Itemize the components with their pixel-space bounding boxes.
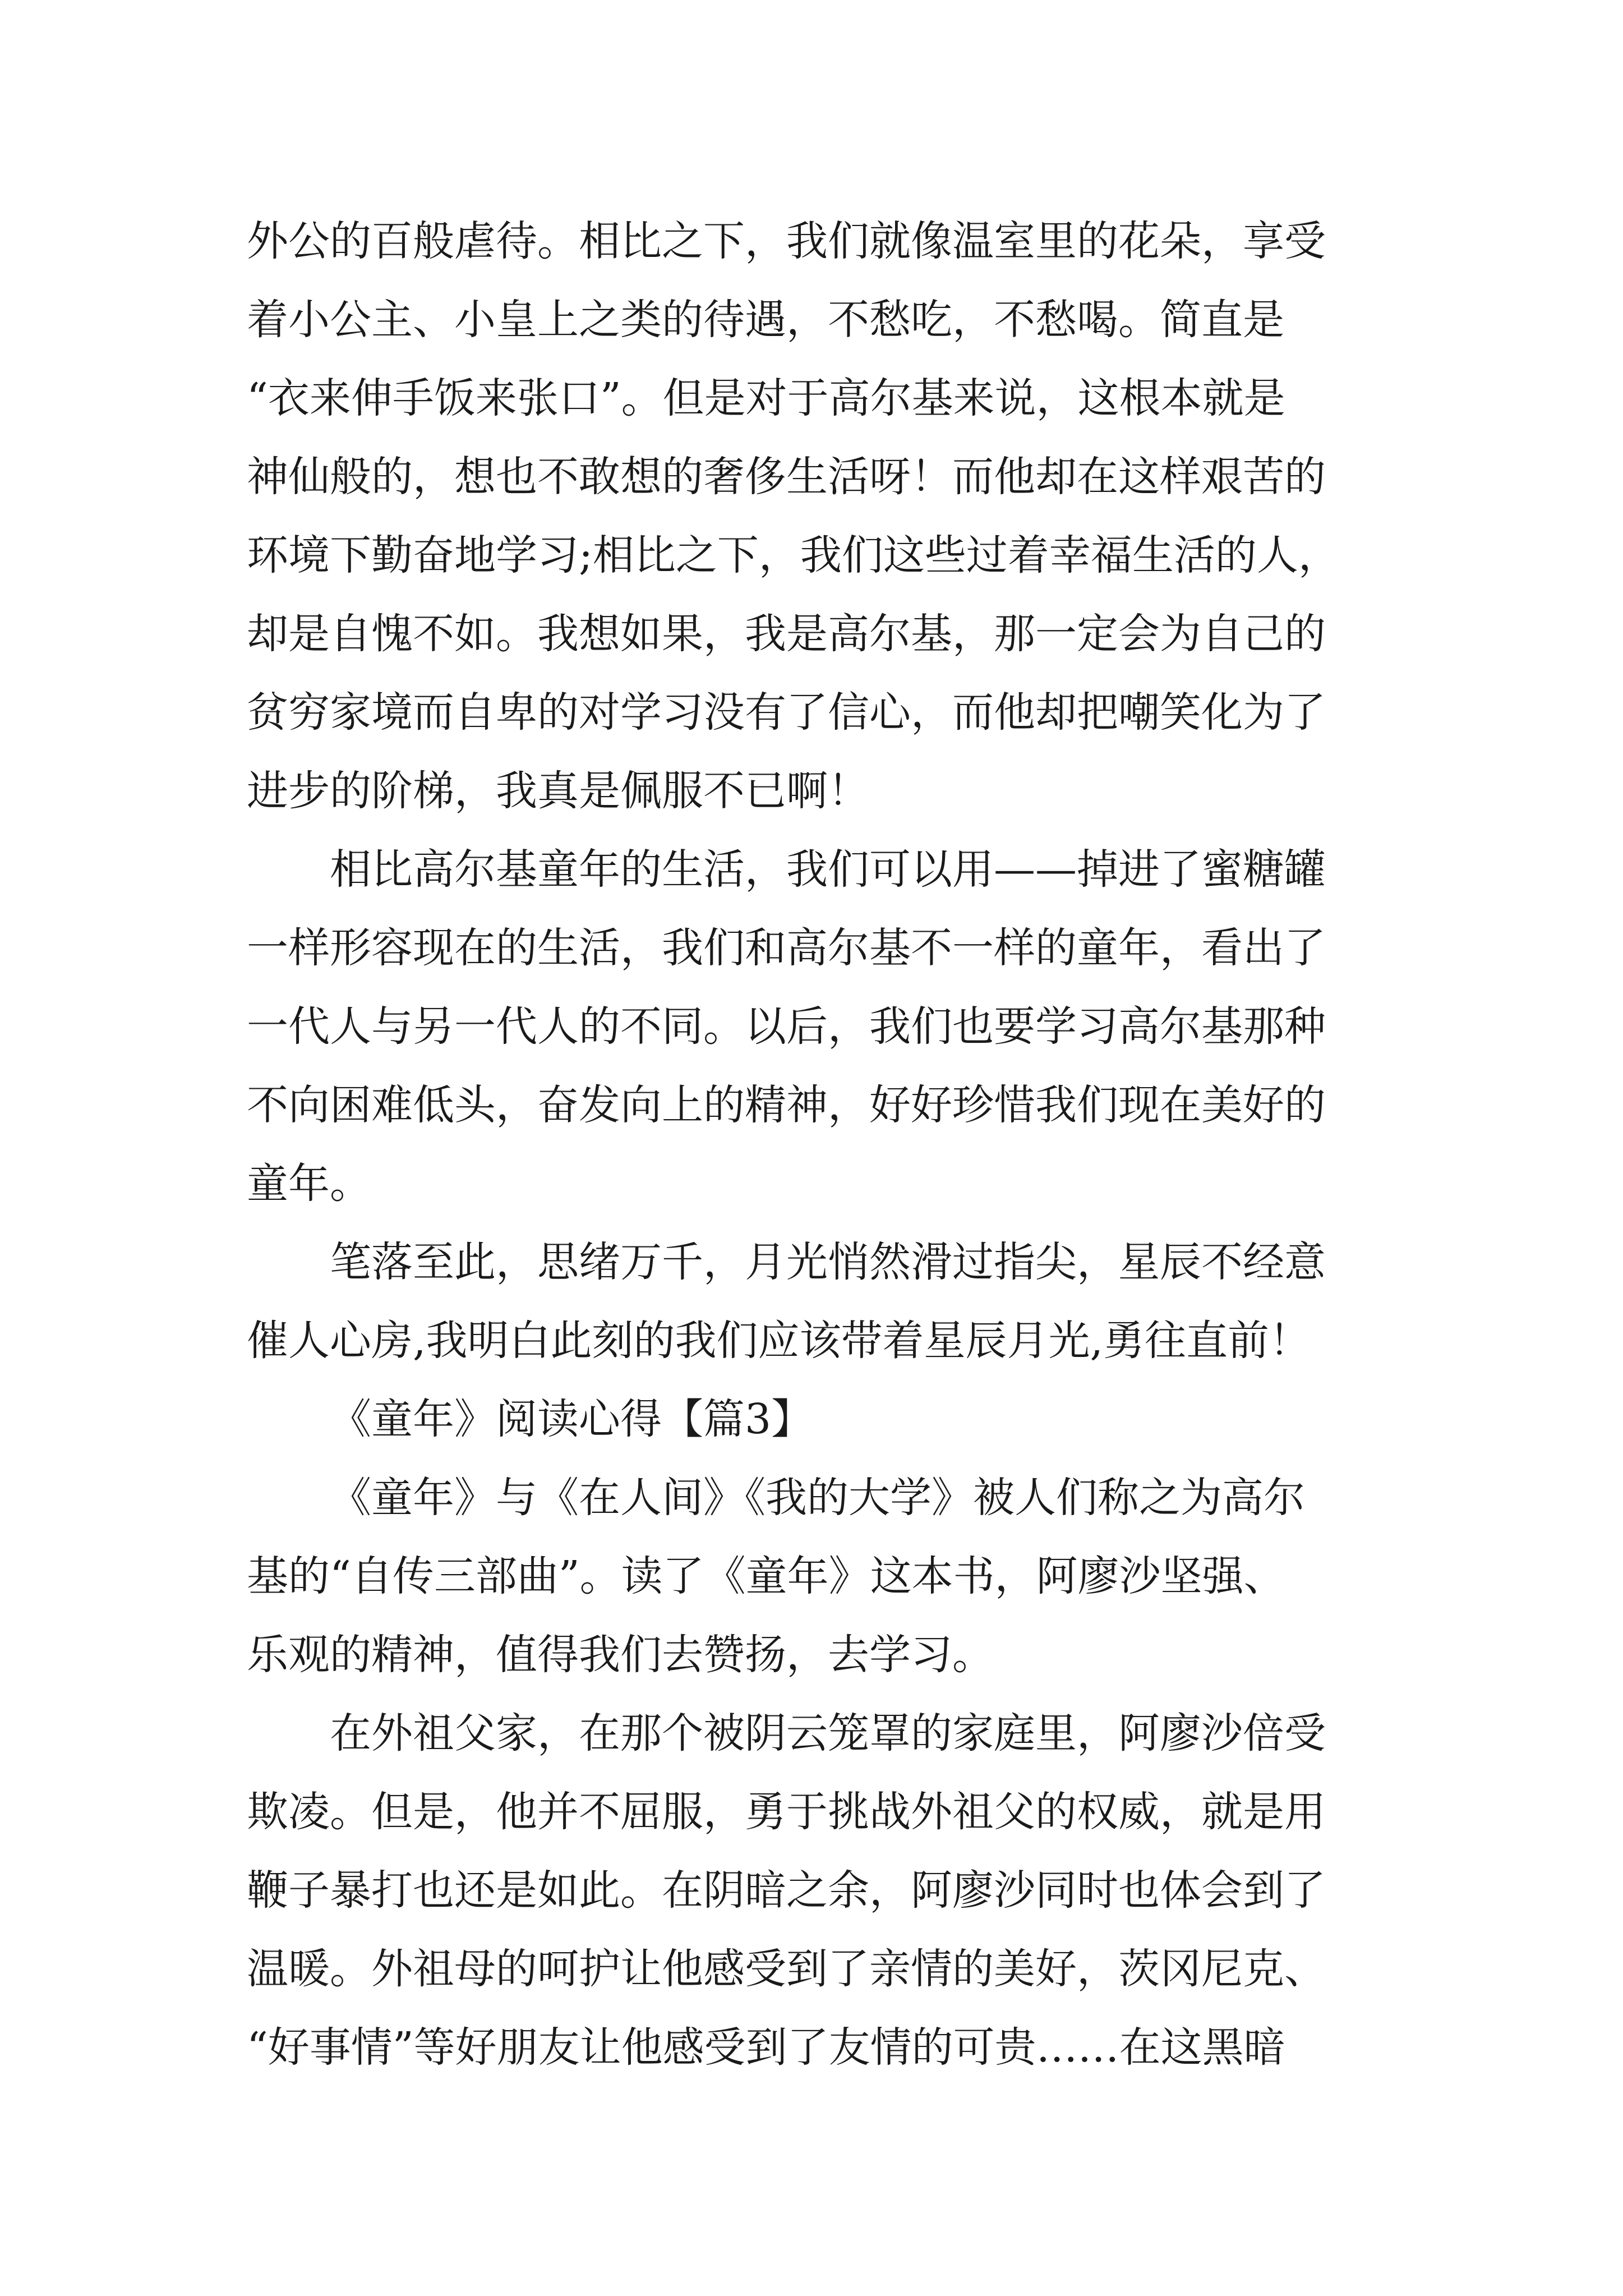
text-line: 童年。 [247, 1159, 371, 1208]
text-line: 神仙般的，想也不敢想的奢侈生活呀！而他却在这样艰苦的 [247, 453, 1326, 501]
text-line: 外公的百般虐待。相比之下，我们就像温室里的花朵，享受 [247, 217, 1326, 265]
text-line: 《童年》与《在人间》《我的大学》被人们称之为高尔 [330, 1474, 1305, 1522]
text-line: 温暖。外祖母的呵护让他感受到了亲情的美好，茨冈尼克、 [247, 1945, 1326, 1993]
section-heading: 《童年》阅读心得【篇3】 [330, 1395, 813, 1443]
text-line: 一样形容现在的生活，我们和高尔基不一样的童年，看出了 [247, 924, 1326, 972]
text-line: 不向困难低头，奋发向上的精神，好好珍惜我们现在美好的 [247, 1081, 1326, 1129]
text-line: 进步的阶梯，我真是佩服不已啊！ [247, 767, 869, 815]
text-line: “衣来伸手饭来张口”。但是对于高尔基来说，这根本就是 [247, 374, 1285, 422]
text-line: 笔落至此，思绪万千，月光悄然滑过指尖，星辰不经意 [330, 1238, 1326, 1286]
text-line: 在外祖父家，在那个被阴云笼罩的家庭里，阿廖沙倍受 [330, 1709, 1326, 1757]
text-line: 乐观的精神，值得我们去赞扬，去学习。 [247, 1631, 994, 1679]
text-line: 贫穷家境而自卑的对学习没有了信心，而他却把嘲笑化为了 [247, 688, 1326, 737]
text-line: 催人心房,我明白此刻的我们应该带着星辰月光,勇往直前！ [247, 1317, 1311, 1365]
text-line: 着小公主、小皇上之类的待遇，不愁吃，不愁喝。简直是 [247, 296, 1284, 344]
text-line: 鞭子暴打也还是如此。在阴暗之余，阿廖沙同时也体会到了 [247, 1866, 1326, 1915]
text-line: 欺凌。但是，他并不屈服，勇于挑战外祖父的权威，就是用 [247, 1788, 1326, 1836]
text-line: 却是自愧不如。我想如果，我是高尔基，那一定会为自己的 [247, 610, 1326, 658]
text-line: 相比高尔基童年的生活，我们可以用——掉进了蜜糖罐 [330, 845, 1326, 894]
text-line: “好事情”等好朋友让他感受到了友情的可贵……在这黑暗 [247, 2023, 1285, 2072]
text-line: 基的“自传三部曲”。读了《童年》这本书，阿廖沙坚强、 [247, 1552, 1285, 1600]
text-line: 环境下勤奋地学习;相比之下，我们这些过着幸福生活的人， [247, 531, 1340, 579]
text-line: 一代人与另一代人的不同。以后，我们也要学习高尔基那种 [247, 1002, 1326, 1051]
